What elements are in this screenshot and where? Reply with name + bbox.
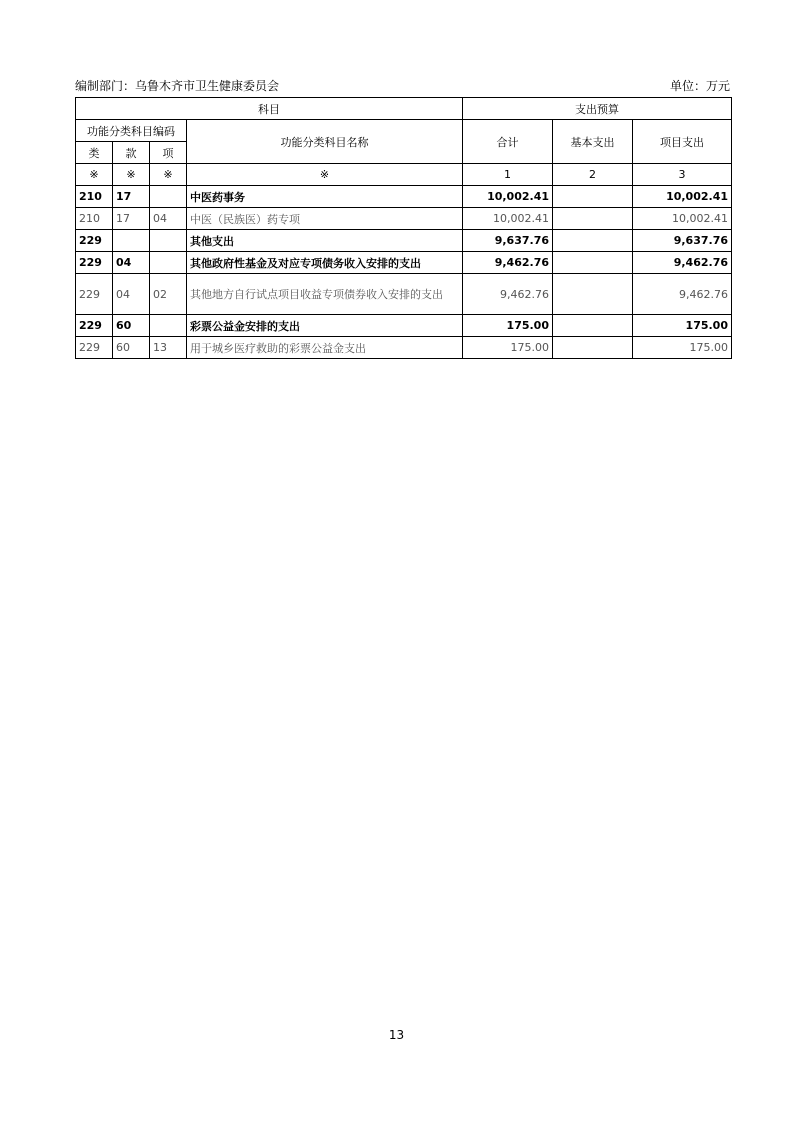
name-header: 功能分类科目名称 <box>187 120 463 164</box>
total-cell: 9,462.76 <box>463 274 553 315</box>
header-row-1 <box>76 98 732 120</box>
name-cell: 彩票公益金安排的支出 <box>187 315 463 337</box>
kuan-cell: 60 <box>113 337 150 359</box>
header-row-2 <box>76 120 732 142</box>
basic-cell <box>553 274 633 315</box>
budget-table <box>75 97 732 359</box>
lei-cell: 210 <box>76 208 113 230</box>
total-cell: 10,002.41 <box>463 186 553 208</box>
lei-cell: 229 <box>76 230 113 252</box>
name-cell: 其他支出 <box>187 230 463 252</box>
xiang-cell <box>150 252 187 274</box>
mark-cell: ※ <box>76 164 113 186</box>
table-row <box>76 252 732 274</box>
table-row <box>76 315 732 337</box>
lei-cell: 210 <box>76 186 113 208</box>
mark-cell: ※ <box>113 164 150 186</box>
total-header: 合计 <box>463 120 553 164</box>
project-cell: 10,002.41 <box>633 186 732 208</box>
name-cell: 中医（民族医）药专项 <box>187 208 463 230</box>
project-cell: 9,637.76 <box>633 230 732 252</box>
basic-cell <box>553 252 633 274</box>
name-cell: 用于城乡医疗救助的彩票公益金支出 <box>187 337 463 359</box>
kuan-cell: 17 <box>113 208 150 230</box>
table-row <box>76 230 732 252</box>
project-cell: 9,462.76 <box>633 252 732 274</box>
kuan-cell: 04 <box>113 252 150 274</box>
project-cell: 175.00 <box>633 337 732 359</box>
basic-cell <box>553 208 633 230</box>
kuan-cell: 17 <box>113 186 150 208</box>
xiang-cell <box>150 230 187 252</box>
basic-cell <box>553 230 633 252</box>
xiang-cell <box>150 315 187 337</box>
basic-cell <box>553 315 633 337</box>
report-header <box>75 79 730 93</box>
lei-cell: 229 <box>76 315 113 337</box>
kuan-cell: 04 <box>113 274 150 315</box>
index-project: 3 <box>633 164 732 186</box>
basic-cell <box>553 337 633 359</box>
page-number: 13 <box>388 1028 405 1042</box>
code-group-header: 功能分类科目编码 <box>76 120 187 142</box>
total-cell: 175.00 <box>463 315 553 337</box>
name-cell: 中医药事务 <box>187 186 463 208</box>
xiang-cell: 02 <box>150 274 187 315</box>
xiang-cell <box>150 186 187 208</box>
table-row <box>76 337 732 359</box>
table-row <box>76 186 732 208</box>
project-cell: 9,462.76 <box>633 274 732 315</box>
table-row <box>76 208 732 230</box>
basic-header: 基本支出 <box>553 120 633 164</box>
lei-cell: 229 <box>76 252 113 274</box>
project-header: 项目支出 <box>633 120 732 164</box>
xiang-cell: 04 <box>150 208 187 230</box>
unit-label: 单位：万元 <box>669 79 730 93</box>
project-cell: 175.00 <box>633 315 732 337</box>
xiang-header: 项 <box>150 142 187 164</box>
total-cell: 175.00 <box>463 337 553 359</box>
kuan-cell <box>113 230 150 252</box>
index-basic: 2 <box>553 164 633 186</box>
name-cell: 其他政府性基金及对应专项债务收入安排的支出 <box>187 252 463 274</box>
subject-group-header: 科目 <box>76 98 463 120</box>
kuan-header: 款 <box>113 142 150 164</box>
total-cell: 9,462.76 <box>463 252 553 274</box>
name-cell: 其他地方自行试点项目收益专项债券收入安排的支出 <box>187 274 463 315</box>
lei-cell: 229 <box>76 337 113 359</box>
lei-header: 类 <box>76 142 113 164</box>
project-cell: 10,002.41 <box>633 208 732 230</box>
kuan-cell: 60 <box>113 315 150 337</box>
budget-group-header: 支出预算 <box>463 98 732 120</box>
xiang-cell: 13 <box>150 337 187 359</box>
index-total: 1 <box>463 164 553 186</box>
index-row <box>76 164 732 186</box>
lei-cell: 229 <box>76 274 113 315</box>
basic-cell <box>553 186 633 208</box>
total-cell: 9,637.76 <box>463 230 553 252</box>
mark-cell: ※ <box>150 164 187 186</box>
total-cell: 10,002.41 <box>463 208 553 230</box>
table-row <box>76 274 732 315</box>
department-label: 编制部门：乌鲁木齐市卫生健康委员会 <box>75 79 280 93</box>
mark-cell: ※ <box>187 164 463 186</box>
